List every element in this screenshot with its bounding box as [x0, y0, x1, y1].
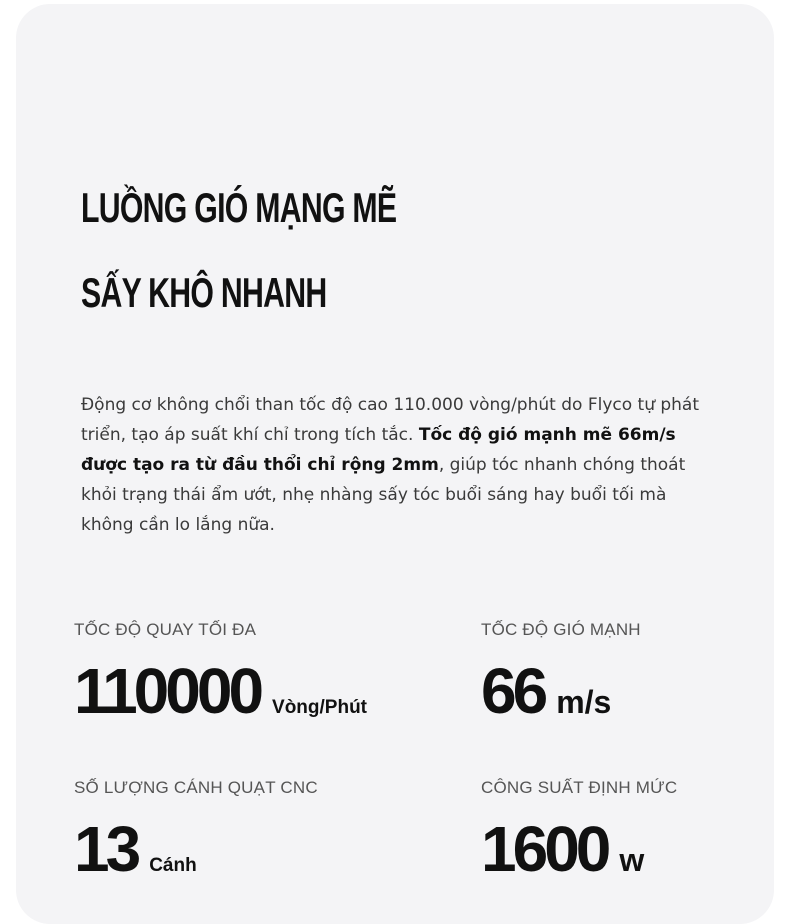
- stat-value-row: [481, 654, 641, 728]
- stat-value: 66: [481, 655, 545, 727]
- stat-value-row: [74, 654, 367, 728]
- description-highlight: Tốc độ gió mạnh mẽ 66m/s được tạo ra từ đầu thổi chỉ rộng 2mm: [81, 425, 676, 475]
- stat-label: SỐ LƯỢNG CÁNH QUẠT CNC: [74, 778, 318, 797]
- stat-max-rotation-speed: [74, 620, 367, 728]
- stat-unit: w: [619, 842, 645, 878]
- stat-rated-power: [481, 778, 677, 886]
- stat-unit: Cánh: [149, 855, 197, 876]
- stat-value: 1600: [481, 813, 608, 885]
- stat-value-row: [74, 812, 318, 886]
- headline-line-2: SẤY KHÔ NHANH: [81, 269, 327, 316]
- stat-value: 13: [74, 813, 138, 885]
- stat-wind-speed: [481, 620, 641, 728]
- stat-value: 110000: [74, 655, 261, 727]
- headline-line-1: LUỒNG GIÓ MẠNG MẼ: [81, 184, 397, 231]
- description-paragraph: [81, 390, 721, 540]
- stat-unit: Vòng/Phút: [272, 697, 368, 718]
- stat-cnc-blade-count: [74, 778, 318, 886]
- stat-label: TỐC ĐỘ GIÓ MẠNH: [481, 620, 641, 639]
- stat-label: TỐC ĐỘ QUAY TỐI ĐA: [74, 620, 257, 639]
- stat-value-row: [481, 812, 677, 886]
- stat-unit: m/s: [556, 684, 612, 720]
- description-text: Động cơ không chổi than tốc độ cao 110.000 vòng/phút do Flyco tự phát triển, tạo áp suất khí chỉ trong tích tắc.: [81, 395, 700, 445]
- stat-label: CÔNG SUẤT ĐỊNH MỨC: [481, 778, 678, 797]
- description-text-end: , giúp tóc nhanh chóng thoát khỏi trạng thái ẩm ướt, nhẹ nhàng sấy tóc buổi sáng hay buổi tối mà không cần lo lắng nữa.: [81, 455, 686, 535]
